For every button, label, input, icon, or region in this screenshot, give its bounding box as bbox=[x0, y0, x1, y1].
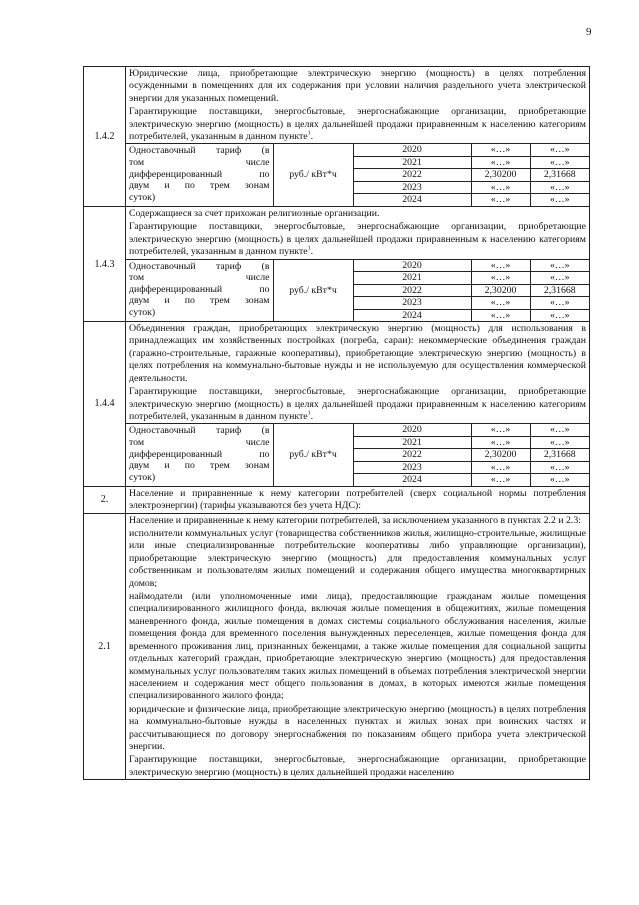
value-cell: «…» bbox=[471, 272, 530, 285]
row-content bbox=[126, 513, 590, 780]
value-cell: «…» bbox=[471, 181, 530, 194]
tariff-table bbox=[83, 66, 590, 780]
tariff-unit: руб./ кВт*ч bbox=[273, 144, 353, 206]
value-cell: «…» bbox=[471, 156, 530, 169]
value-cell: «…» bbox=[530, 436, 589, 449]
paragraph: Население и приравненные к нему категории потребителей, за исключением указанного в пунктах 2.2 и 2.3: bbox=[129, 514, 581, 526]
table-row bbox=[84, 513, 590, 780]
value-cell: «…» bbox=[530, 461, 589, 474]
tariff-description: Одноставочный тариф (в том числе дифференцированный по двум и по трем зонам суток) bbox=[126, 259, 273, 321]
document-body bbox=[83, 66, 590, 780]
tariff-description: Одноставочный тариф (в том числе дифференцированный по двум и по трем зонам суток) bbox=[126, 424, 273, 486]
table-row bbox=[84, 486, 590, 513]
value-cell: «…» bbox=[530, 194, 589, 206]
row-number: 2. bbox=[84, 486, 126, 513]
table-row bbox=[84, 67, 590, 207]
tariff-description: Одноставочный тариф (в том числе дифференцированный по двум и по трем зонам суток) bbox=[126, 144, 273, 206]
paragraph: Гарантирующие поставщики, энергосбытовые, энергоснабжающие организации, приобретающие электрическую энергию (мощность) в целях дальнейшей продажи приравненным к населению категориям потребителей, указанным в данном пункте$^1$. bbox=[129, 221, 586, 258]
row-number: 1.4.2 bbox=[84, 67, 126, 207]
year-cell: 2021 bbox=[353, 156, 471, 169]
value-cell: «…» bbox=[471, 474, 530, 486]
year-cell: 2023 bbox=[353, 297, 471, 310]
row-content bbox=[126, 206, 590, 321]
value-cell: «…» bbox=[530, 144, 589, 157]
value-cell: «…» bbox=[530, 309, 589, 321]
tariff-values bbox=[126, 423, 589, 486]
table-row bbox=[84, 322, 590, 487]
year-cell: 2023 bbox=[353, 181, 471, 194]
year-cell: 2022 bbox=[353, 169, 471, 182]
value-cell: «…» bbox=[530, 181, 589, 194]
paragraph: Гарантирующие поставщики, энергосбытовые, энергоснабжающие организации, приобретающие электрическую энергию (мощность) в целях дальнейшей продажи приравненным к населению категориям потребителей, указанным в данном пункте$^1$. bbox=[129, 106, 586, 143]
value-cell: «…» bbox=[471, 297, 530, 310]
paragraph: Гарантирующие поставщики, энергосбытовые, энергоснабжающие организации, приобретающие электрическую энергию (мощность) в целях дальнейшей продажи населению bbox=[129, 754, 586, 778]
value-cell: «…» bbox=[471, 461, 530, 474]
paragraph: Юридические лица, приобретающие электрическую энергию (мощность) в целях потребления осужденными в помещениях для их содержания при условии наличия раздельного учета электрической энергии для указанных помещений. bbox=[129, 68, 586, 104]
paragraph: исполнители коммунальных услуг (товарищества собственников жилья, жилищно-строительные, жилищные или иные специализированные потребительские кооперативы либо управляющие организации), приобретающие электрическую энергию (мощность) для предоставления коммунальных услуг собственникам и пользователям жилых помещений и содержания общего имущества многоквартирных домов; bbox=[129, 528, 586, 589]
paragraph: Гарантирующие поставщики, энергосбытовые, энергоснабжающие организации, приобретающие электрическую энергию (мощность) в целях дальнейшей продажи приравненным к населению категориям потребителей, указанным в данном пункте$^1$. bbox=[129, 386, 586, 422]
row-number: 2.1 bbox=[84, 513, 126, 780]
year-cell: 2020 bbox=[353, 259, 471, 272]
tariff-values bbox=[126, 143, 589, 206]
table-row bbox=[84, 206, 590, 321]
paragraph: Содержащиеся за счет прихожан религиозные организации. bbox=[129, 207, 380, 219]
row-content bbox=[126, 67, 590, 207]
tariff-values bbox=[126, 259, 589, 322]
year-cell: 2020 bbox=[353, 424, 471, 437]
value-cell: «…» bbox=[530, 474, 589, 486]
paragraph: Население и приравненные к нему категории потребителей (сверх социальной нормы потребления электроэнергии) (тарифы указываются без учета НДС): bbox=[129, 487, 586, 512]
value-cell: «…» bbox=[471, 436, 530, 449]
tariff-unit: руб./ кВт*ч bbox=[273, 424, 353, 486]
year-cell: 2023 bbox=[353, 461, 471, 474]
value-cell: «…» bbox=[530, 424, 589, 437]
row-content bbox=[126, 486, 590, 513]
value-cell: «…» bbox=[530, 156, 589, 169]
value-cell: «…» bbox=[471, 424, 530, 437]
row-number: 1.4.3 bbox=[84, 206, 126, 321]
value-cell: «…» bbox=[471, 194, 530, 206]
value-cell: 2,30200 bbox=[471, 284, 530, 297]
value-cell: «…» bbox=[471, 144, 530, 157]
value-cell: 2,30200 bbox=[471, 449, 530, 462]
row-content bbox=[126, 322, 590, 487]
year-cell: 2024 bbox=[353, 474, 471, 486]
value-cell: «…» bbox=[471, 259, 530, 272]
row-number: 1.4.4 bbox=[84, 322, 126, 487]
value-cell: «…» bbox=[530, 259, 589, 272]
value-cell: 2,30200 bbox=[471, 169, 530, 182]
value-cell: 2,31668 bbox=[530, 449, 589, 462]
year-cell: 2024 bbox=[353, 309, 471, 321]
value-cell: «…» bbox=[530, 297, 589, 310]
paragraph: Объединения граждан, приобретающих электрическую энергию (мощность) для использования в принадлежащих им хозяйственных постройках (погреба, сараи): некоммерческие объединения граждан (гаражно-строительные, гаражные кооперативы), приобретающие электрическую энергию (мощность) в целях потребления на коммунально-бытовые нужды и не используемую для осуществления коммерческой деятельности. bbox=[129, 323, 586, 384]
year-cell: 2021 bbox=[353, 272, 471, 285]
year-cell: 2022 bbox=[353, 449, 471, 462]
year-cell: 2024 bbox=[353, 194, 471, 206]
year-cell: 2022 bbox=[353, 284, 471, 297]
paragraph: юридические и физические лица, приобретающие электрическую энергию (мощность) в целях потребления на коммунально-бытовые нужды в населенных пунктах и жилых зонах при воинских частях и рассчитывающиеся по договору энергоснабжения по показаниям общего прибора учета электрической энергии. bbox=[129, 703, 586, 752]
year-cell: 2021 bbox=[353, 436, 471, 449]
tariff-unit: руб./ кВт*ч bbox=[273, 259, 353, 321]
page-number: 9 bbox=[586, 26, 592, 38]
paragraph: наймодатели (или уполномоченные ими лица), предоставляющие гражданам жилые помещения специализированного жилищного фонда, включая жилые помещения в общежитиях, жилые помещения маневренного фонда, жилые помещения в домах системы социального обслуживания населения, жилые помещения фонда для временного поселения вынужденных переселенцев, жилые помещения фонда для временного проживания лиц, признанных беженцами, а также жилые помещения для социальной защиты отдельных категорий граждан, приобретающие электрическую энергию (мощность) для предоставления коммунальных услуг пользователям таких жилых помещений в объемах потребления электрической энергии населением и содержания мест общего пользования в домах, в которых имеются жилые помещения специализированного жилого фонда; bbox=[129, 591, 586, 702]
value-cell: «…» bbox=[471, 309, 530, 321]
value-cell: 2,31668 bbox=[530, 169, 589, 182]
value-cell: 2,31668 bbox=[530, 284, 589, 297]
year-cell: 2020 bbox=[353, 144, 471, 157]
value-cell: «…» bbox=[530, 272, 589, 285]
